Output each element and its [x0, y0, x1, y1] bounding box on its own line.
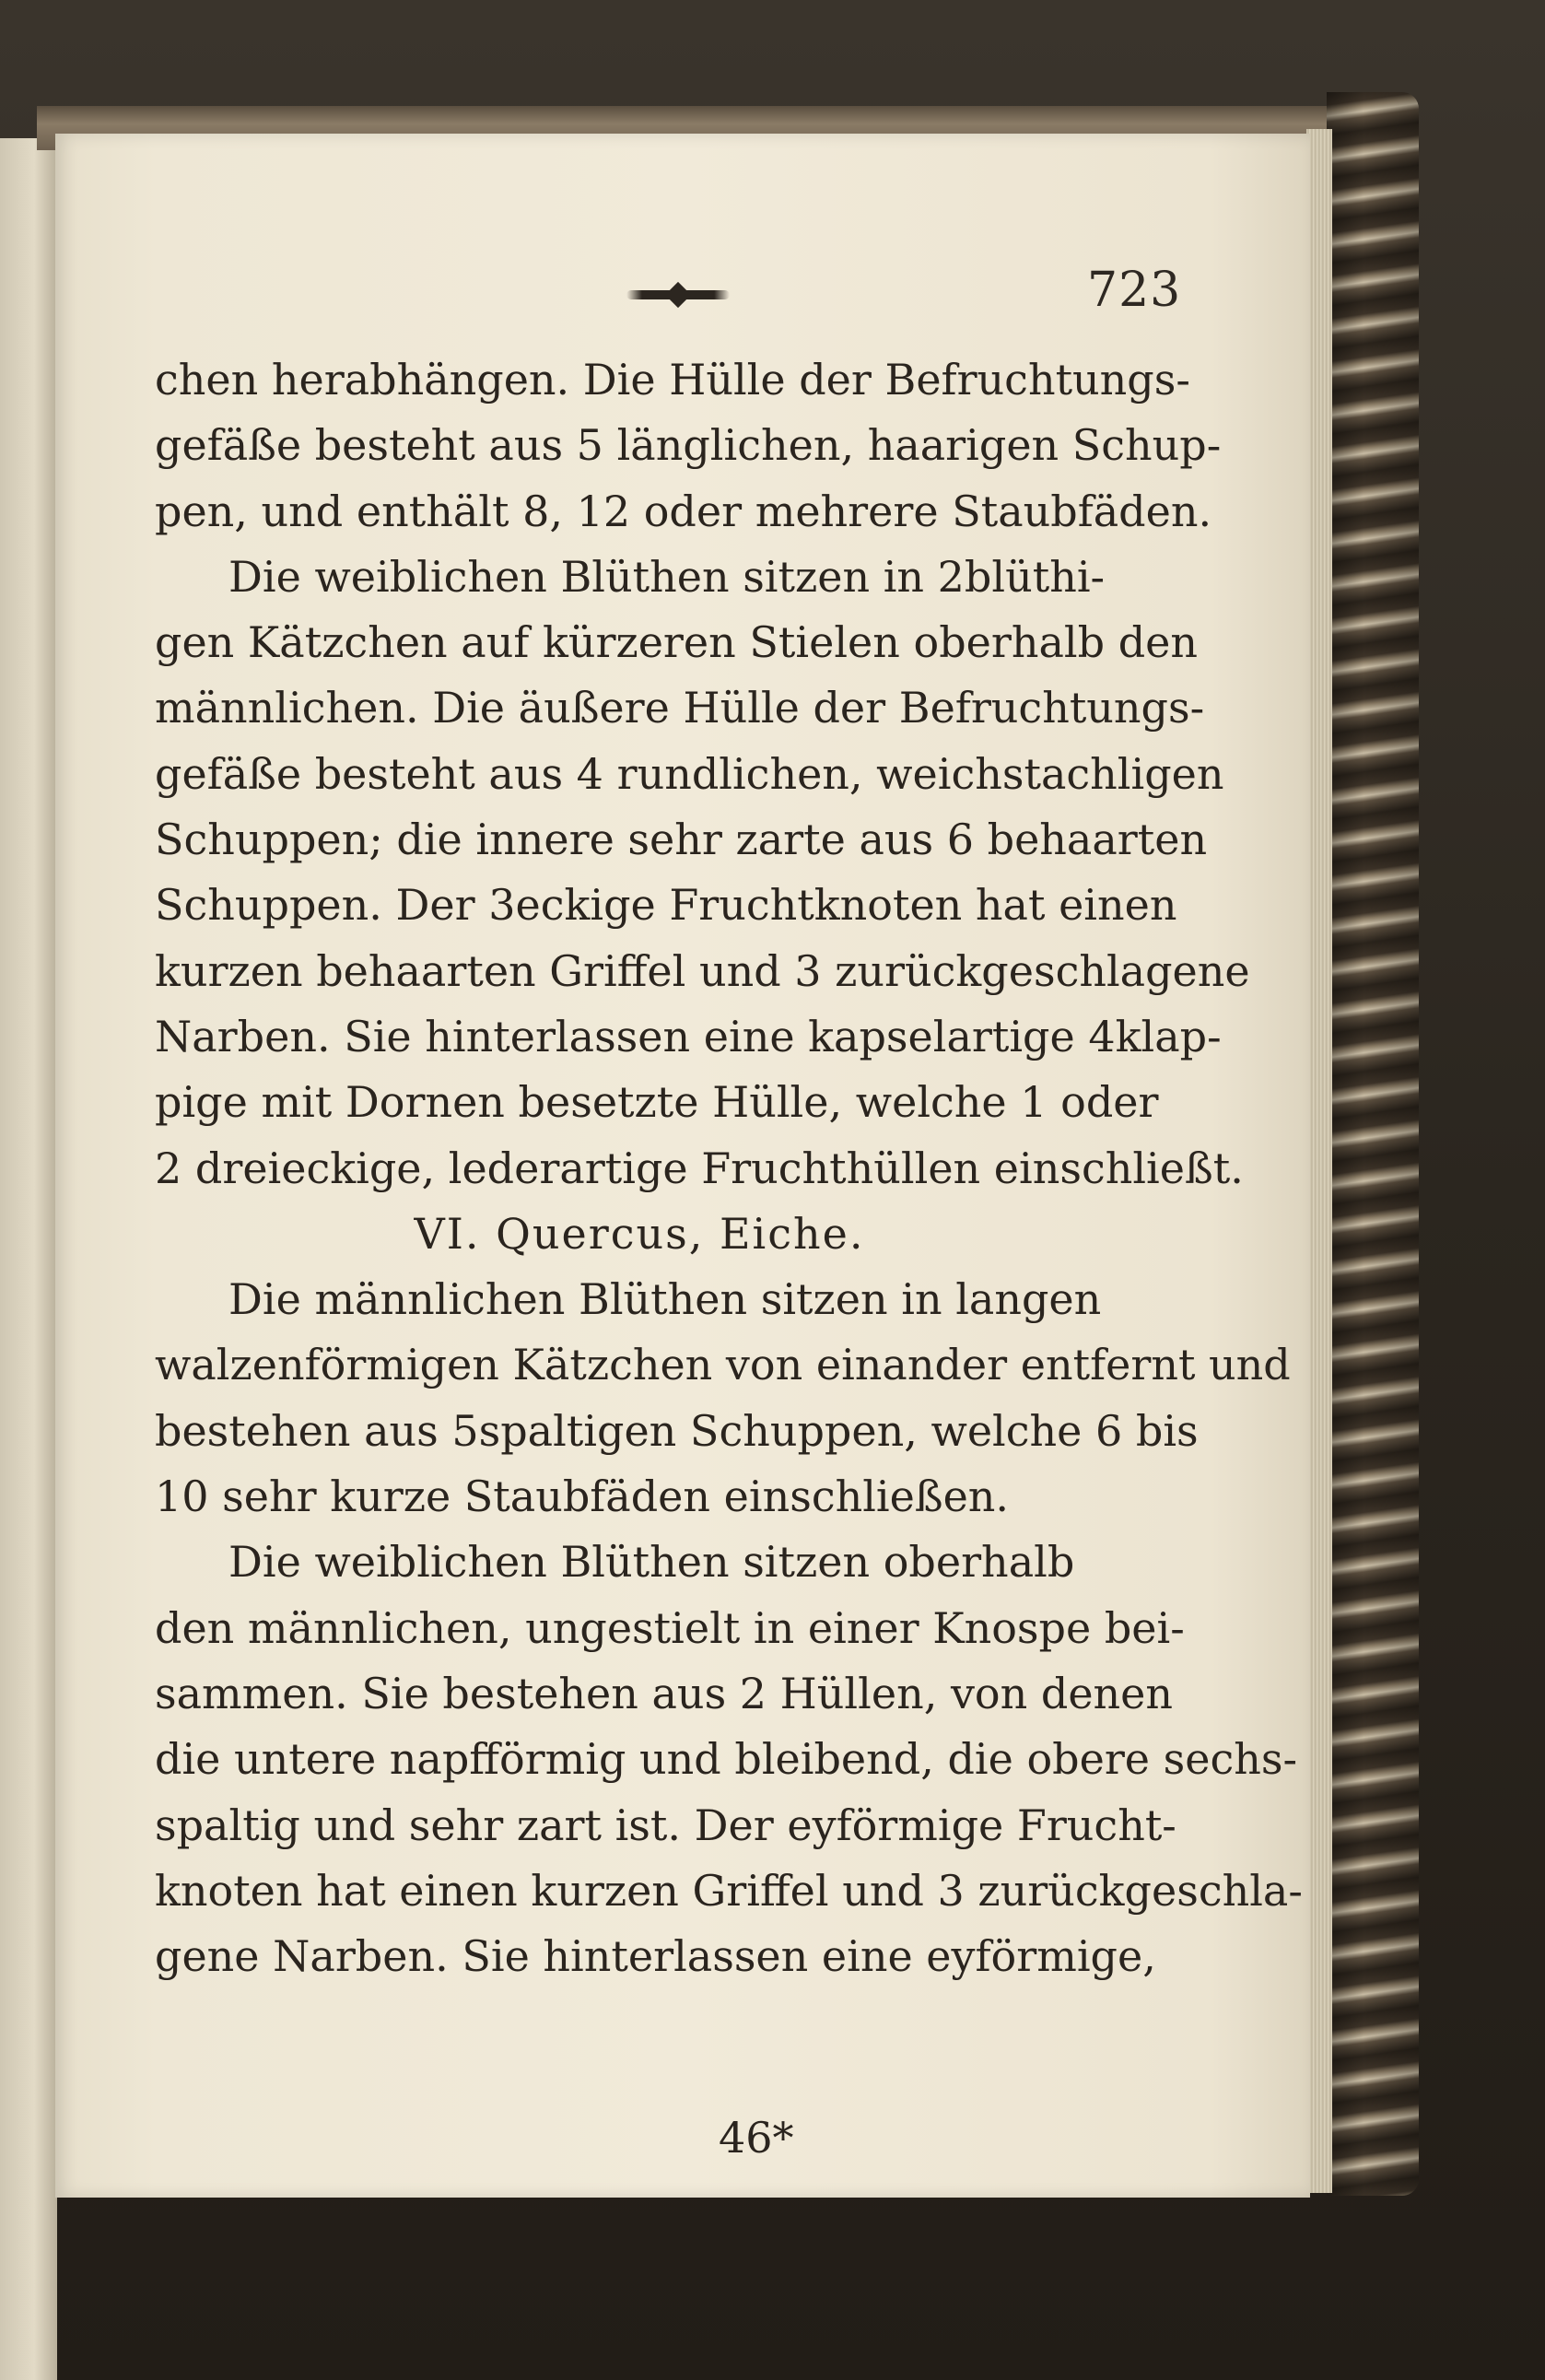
signature-mark: 46* [719, 2113, 794, 2163]
page-number: 723 [1087, 263, 1182, 318]
text-line: Die weiblichen Blüthen sitzen oberhalb [228, 1537, 1075, 1588]
text-line: den männlichen, ungestielt in einer Knospe bei- [155, 1602, 1185, 1653]
text-line: Schuppen; die innere sehr zarte aus 6 behaarten [155, 815, 1208, 865]
text-line: bestehen aus 5spaltigen Schuppen, welche 6 bis [155, 1405, 1199, 1456]
section-heading: VI. Quercus, Eiche. [414, 1208, 865, 1259]
book-page [55, 134, 1310, 2198]
text-line: gen Kätzchen auf kürzeren Stielen oberhalb den [155, 617, 1198, 668]
text-line: knoten hat einen kurzen Griffel und 3 zurückgeschla- [155, 1865, 1303, 1916]
header-ornament-icon [626, 290, 730, 299]
text-line: sammen. Sie bestehen aus 2 Hüllen, von denen [155, 1668, 1174, 1718]
text-line: 2 dreieckige, lederartige Fruchthüllen einschließt. [155, 1143, 1244, 1193]
text-line: walzenförmigen Kätzchen von einander entfernt und [155, 1340, 1291, 1390]
text-line: die untere napfförmig und bleibend, die obere sechs- [155, 1734, 1298, 1785]
text-line: pen, und enthält 8, 12 oder mehrere Staubfäden. [155, 486, 1212, 536]
text-line: chen herabhängen. Die Hülle der Befruchtungs- [155, 355, 1190, 404]
page-body-text [155, 347, 1303, 1989]
text-line: kurzen behaarten Griffel und 3 zurückgeschlagene [155, 945, 1250, 996]
text-line: Die männlichen Blüthen sitzen in langen [228, 1274, 1102, 1325]
book-cover-shade [1327, 92, 1419, 2196]
text-line: Narben. Sie hinterlassen eine kapselartige 4klap- [155, 1011, 1222, 1061]
facing-page-edge [0, 138, 57, 2380]
text-line: gefäße besteht aus 4 rundlichen, weichstachligen [155, 748, 1224, 799]
text-line: männlichen. Die äußere Hülle der Befruchtungs- [155, 683, 1205, 733]
text-line: gefäße besteht aus 5 länglichen, haarigen Schup- [155, 420, 1222, 471]
text-line: Die weiblichen Blüthen sitzen in 2blüthi- [228, 551, 1106, 602]
text-line: pige mit Dornen besetzte Hülle, welche 1 oder [155, 1077, 1159, 1128]
text-line: 10 sehr kurze Staubfäden einschließen. [155, 1471, 1010, 1522]
page-block-edge [1306, 129, 1332, 2193]
page-header [147, 263, 1182, 346]
text-line: spaltig und sehr zart ist. Der eyförmige Frucht- [155, 1800, 1176, 1850]
text-line: Schuppen. Der 3eckige Fruchtknoten hat einen [155, 880, 1177, 931]
text-line: gene Narben. Sie hinterlassen eine eyförmige, [155, 1931, 1156, 1982]
